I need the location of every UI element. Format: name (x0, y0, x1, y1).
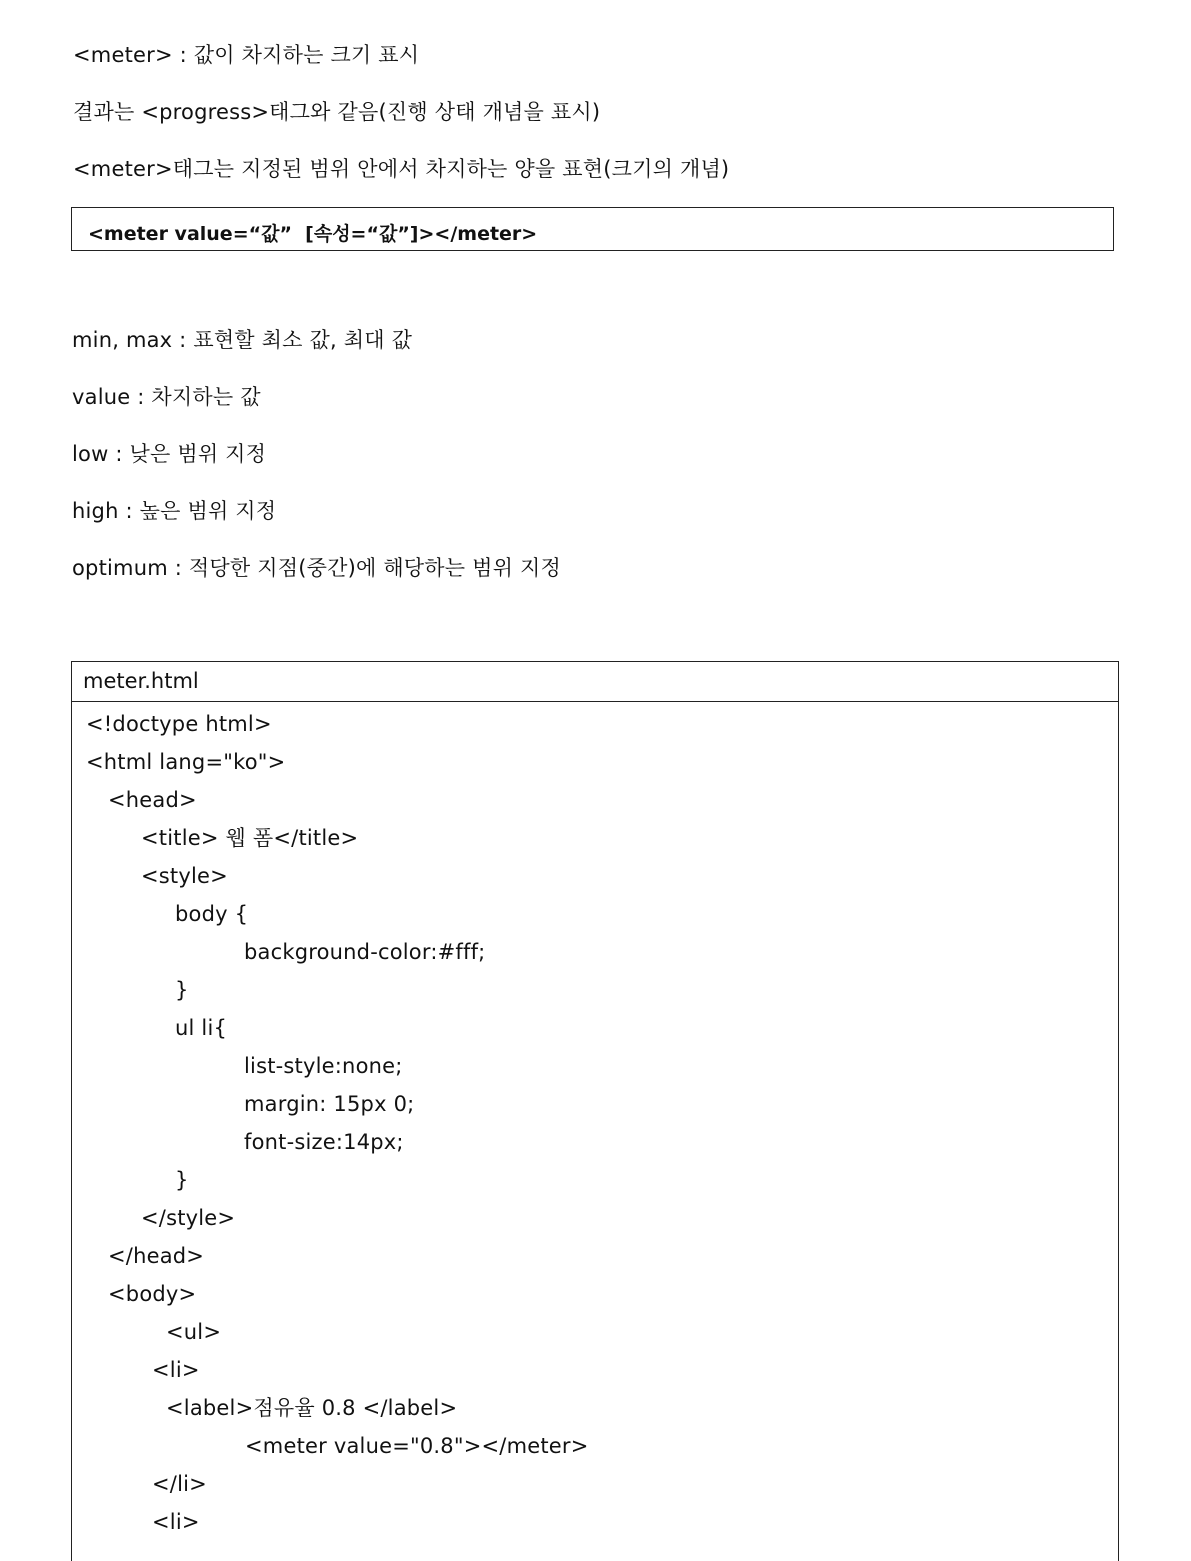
code-line: list-style:none; (244, 1054, 403, 1078)
attribute-value: value : 차지하는 값 (72, 385, 261, 409)
code-line: <meter value="0.8"></meter> (245, 1434, 589, 1458)
code-line: <li> (152, 1358, 200, 1382)
code-line: <!doctype html> (86, 712, 272, 736)
attribute-optimum: optimum : 적당한 지점(중간)에 해당하는 범위 지정 (72, 556, 561, 580)
code-line: <label>점유율 0.8 </label> (166, 1396, 458, 1420)
code-block (71, 661, 1119, 1561)
code-line: background-color:#fff; (244, 940, 486, 964)
attribute-min-max: min, max : 표현할 최소 값, 최대 값 (72, 328, 413, 352)
code-line: </head> (108, 1244, 205, 1268)
code-line: margin: 15px 0; (244, 1092, 415, 1116)
attribute-high: high : 높은 범위 지정 (72, 499, 277, 523)
syntax-box (71, 207, 1114, 251)
code-line: </style> (141, 1206, 236, 1230)
code-line: <li> (152, 1510, 200, 1534)
code-line: } (175, 1168, 189, 1192)
code-line: <head> (108, 788, 197, 812)
intro-line-meter-description: <meter> : 값이 차지하는 크기 표시 (73, 43, 420, 67)
intro-line-meter-range: <meter>태그는 지정된 범위 안에서 차지하는 양을 표현(크기의 개념) (73, 157, 730, 181)
code-line: ul li{ (175, 1016, 228, 1040)
code-line: body { (175, 902, 249, 926)
code-line: <html lang="ko"> (86, 750, 286, 774)
code-line: <ul> (166, 1320, 222, 1344)
intro-line-progress-comparison: 결과는 <progress>태그와 같음(진행 상태 개념을 표시) (73, 100, 601, 124)
code-line: font-size:14px; (244, 1130, 404, 1154)
code-line: </li> (152, 1472, 207, 1496)
code-line: <title> 웹 폼</title> (141, 826, 359, 850)
code-filename: meter.html (83, 669, 199, 693)
code-line: <body> (108, 1282, 197, 1306)
code-line: <style> (141, 864, 228, 888)
code-line: } (175, 978, 189, 1002)
attribute-low: low : 낮은 범위 지정 (72, 442, 267, 466)
syntax-text: <meter value=“값” [속성=“값”]></meter> (88, 223, 538, 245)
code-block-header (72, 662, 1118, 702)
